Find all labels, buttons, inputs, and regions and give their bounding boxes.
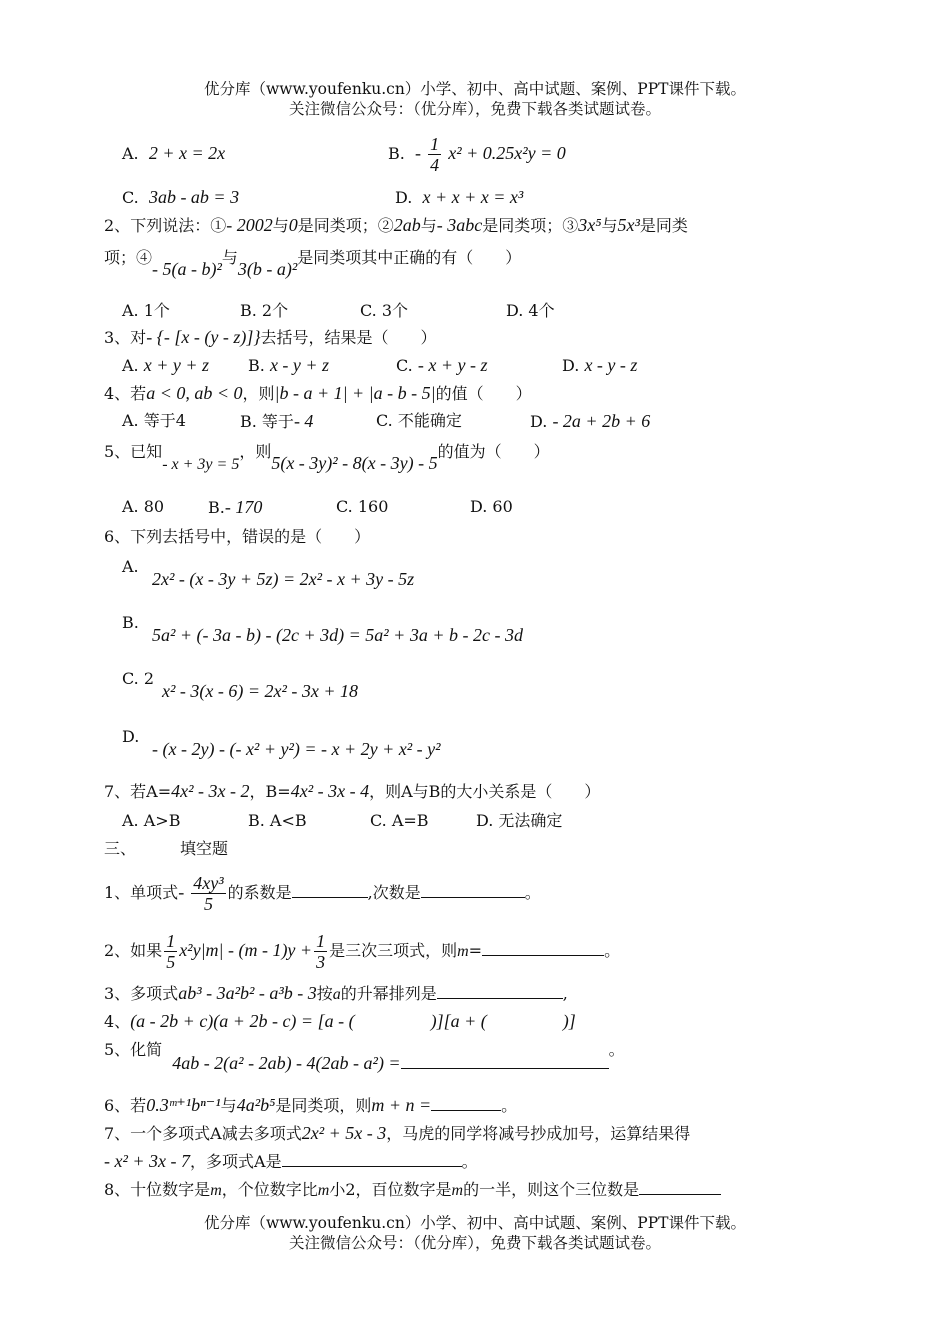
q3-stem: 3、对- {- [x - (y - z)]}去括号，结果是（ ）	[104, 327, 437, 347]
f5-answer-blank[interactable]	[401, 1052, 609, 1069]
fill-7-line-1: 7、一个多项式A减去多项式2x² + 5x - 3，马虎的同学将减号抄成加号，运算结果得	[104, 1123, 691, 1143]
header-line-2: 关注微信公众号：（优分库），免费下载各类试题试卷。	[288, 100, 661, 118]
f2-fraction-1: $\frac{1}{5}$	[166, 931, 176, 972]
f1-coefficient-blank[interactable]	[292, 881, 368, 898]
f1-fraction: $\frac{\text{4xy³}}{5}$	[193, 873, 224, 914]
f2-answer-blank[interactable]	[482, 939, 604, 956]
q1-option-d: D. x + x + x = x³	[395, 187, 524, 207]
q6-option-d-expr: - (x - 2y) - (- x² + y²) = - x + 2y + x² - y²	[152, 739, 441, 759]
f6-answer-blank[interactable]	[431, 1094, 501, 1111]
f8-answer-blank[interactable]	[639, 1178, 721, 1195]
f7-answer-blank[interactable]	[282, 1150, 462, 1167]
q2-stem-line-2: 项；④- 5(a - b)²与3(b - a)²是同类项其中正确的有（ ）	[104, 248, 522, 279]
header-line-1: 优分库（www.youfenku.cn）小学、初中、高中试题、案例、PPT课件下载。	[203, 80, 747, 98]
q1-option-b: B. - $\frac{1}{4}$ x² + 0.25x²y = 0	[388, 134, 566, 175]
section-3-title: 填空题	[180, 839, 229, 858]
q4-options: A. 等于4 B. 等于- 4 C. 不能确定 D. - 2a + 2b + 6	[122, 411, 651, 431]
fill-4: 4、(a - 2b + c)(a + 2b - c) = [a - ( )][a + ( )]	[104, 1011, 576, 1031]
fill-5: 5、化简4ab - 2(a² - 2ab) - 4(2ab - a²) =。	[104, 1040, 625, 1073]
q5-stem: 5、已知- x + 3y = 5，则5(x - 3y)² - 8(x - 3y) - 5的值为（ ）	[104, 442, 550, 473]
q6-option-c-label: C. 2	[122, 669, 155, 688]
section-3-number: 三、	[104, 839, 137, 858]
fill-7-line-2: - x² + 3x - 7，多项式A是 。	[104, 1151, 478, 1171]
q2-options: A. 1个 B. 2个 C. 3个 D. 4个	[122, 301, 555, 320]
footer-line-1: 优分库（www.youfenku.cn）小学、初中、高中试题、案例、PPT课件下载。	[203, 1214, 747, 1232]
fill-3: 3、多项式ab³ - 3a²b² - a³b - 3按a的升幂排列是 ,	[104, 983, 568, 1003]
f1-degree-blank[interactable]	[421, 881, 525, 898]
footer-line-2: 关注微信公众号：（优分库），免费下载各类试题试卷。	[288, 1234, 661, 1252]
q1-b-fraction: $\frac{1}{4}$	[430, 134, 440, 175]
fill-8: 8、十位数字是m，个位数字比m小2，百位数字是m的一半，则这个三位数是	[104, 1178, 721, 1202]
q6-option-b-expr: 5a² + (- 3a - b) - (2c + 3d) = 5a² + 3a + b - 2c - 3d	[152, 625, 523, 645]
q6-option-c-expr: x² - 3(x - 6) = 2x² - 3x + 18	[162, 681, 359, 701]
q5-options: A. 80 B.- 170 C. 160 D. 60	[122, 497, 513, 517]
q6-option-a-expr: 2x² - (x - 3y + 5z) = 2x² - x + 3y - 5z	[152, 569, 415, 589]
fill-2: 2、如果 $\frac{1}{5}$ x²y|m| - (m - 1)y + $\frac{1}{3}$ 是三次三项式，则m= 。	[104, 931, 621, 972]
q1-option-a: A. 2 + x = 2x	[122, 143, 226, 163]
fill-6: 6、若0.3ᵐ⁺¹bⁿ⁻¹与4a²b⁵是同类项，则m + n = 。	[104, 1095, 518, 1115]
q6-stem: 6、下列去括号中，错误的是（ ）	[104, 527, 371, 546]
q4-stem: 4、若a < 0, ab < 0，则|b - a + 1| + |a - b - 5|的值（ ）	[104, 383, 532, 403]
q6-option-b-label: B.	[122, 613, 139, 632]
q6-option-d-label: D.	[122, 727, 140, 746]
q3-options: A. x + y + z B. x - y + z C. - x + y - z D. x - y - z	[122, 355, 638, 375]
q7-stem: 7、若A=4x² - 3x - 2，B=4x² - 3x - 4，则A与B的大小关系是（ ）	[104, 781, 601, 801]
f3-answer-blank[interactable]	[437, 982, 563, 999]
q1-option-c: C. 3ab - ab = 3	[122, 187, 240, 207]
q6-option-a-label: A.	[122, 557, 139, 576]
q2-stem-line-1: 2、下列说法：①- 2002与0是同类项；②2ab与- 3abc是同类项；③3x⁵与5x³是同类	[104, 215, 688, 235]
f2-fraction-2: $\frac{1}{3}$	[316, 931, 326, 972]
fill-1: 1、单项式- $\frac{\text{4xy³}}{5}$ 的系数是 ,次数是 。	[104, 873, 541, 914]
q7-options: A. A>B B. A<B C. A=B D. 无法确定	[122, 811, 563, 830]
